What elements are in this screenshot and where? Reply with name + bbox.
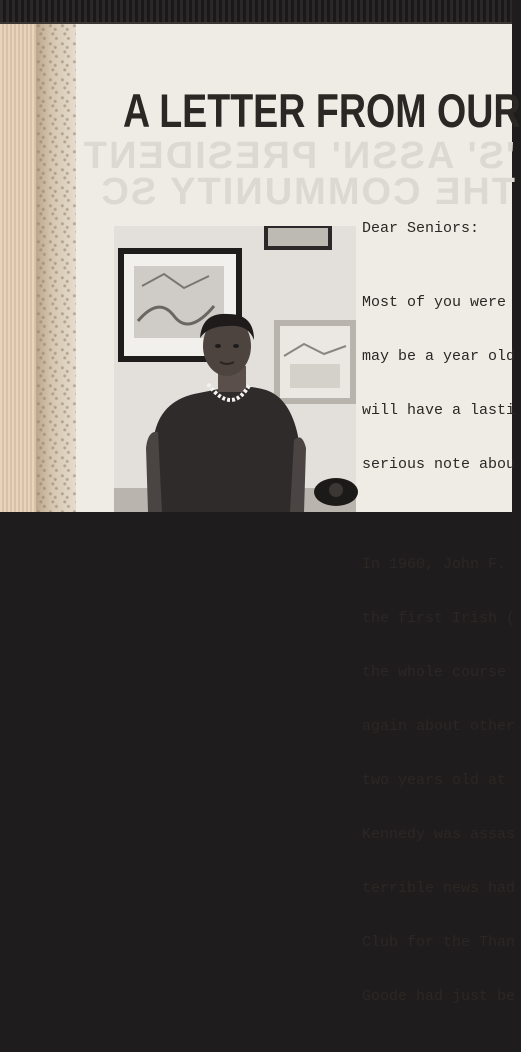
- letter-line: In 1960, John F.: [362, 556, 507, 573]
- letter-line: Goode had just be: [362, 988, 516, 1005]
- letter-paragraph-1: [362, 258, 516, 510]
- letter-line: may be a year old: [362, 348, 516, 365]
- letter-line: again about other: [362, 718, 516, 735]
- letter-line: Club for the Than: [362, 934, 516, 951]
- letter-line: terrible news had: [362, 880, 516, 897]
- woman-figure: [150, 386, 300, 512]
- book-binding: [0, 0, 512, 24]
- page-headline: A LETTER FROM OUR: [123, 84, 521, 137]
- letter-line: the whole course: [362, 664, 507, 681]
- letter-line: two years old at: [362, 772, 507, 789]
- letter-body: [362, 220, 516, 1052]
- letter-salutation: Dear Seniors:: [362, 220, 480, 237]
- letter-line: Most of you were: [362, 294, 507, 311]
- bleed-through-text: 'S' ASSN' PRESIDENT THE COMMUNITY SC: [81, 135, 515, 213]
- page-edges: [0, 24, 36, 512]
- letter-line: will have a lasti: [362, 402, 516, 419]
- letter-line: the first Irish (: [362, 610, 516, 627]
- letter-line: Kennedy was assas: [362, 826, 516, 843]
- gutter-stains: [36, 24, 76, 512]
- letter-paragraph-2: [362, 520, 516, 1042]
- letter-line: serious note abou: [362, 456, 516, 473]
- portrait-photo: [114, 226, 356, 512]
